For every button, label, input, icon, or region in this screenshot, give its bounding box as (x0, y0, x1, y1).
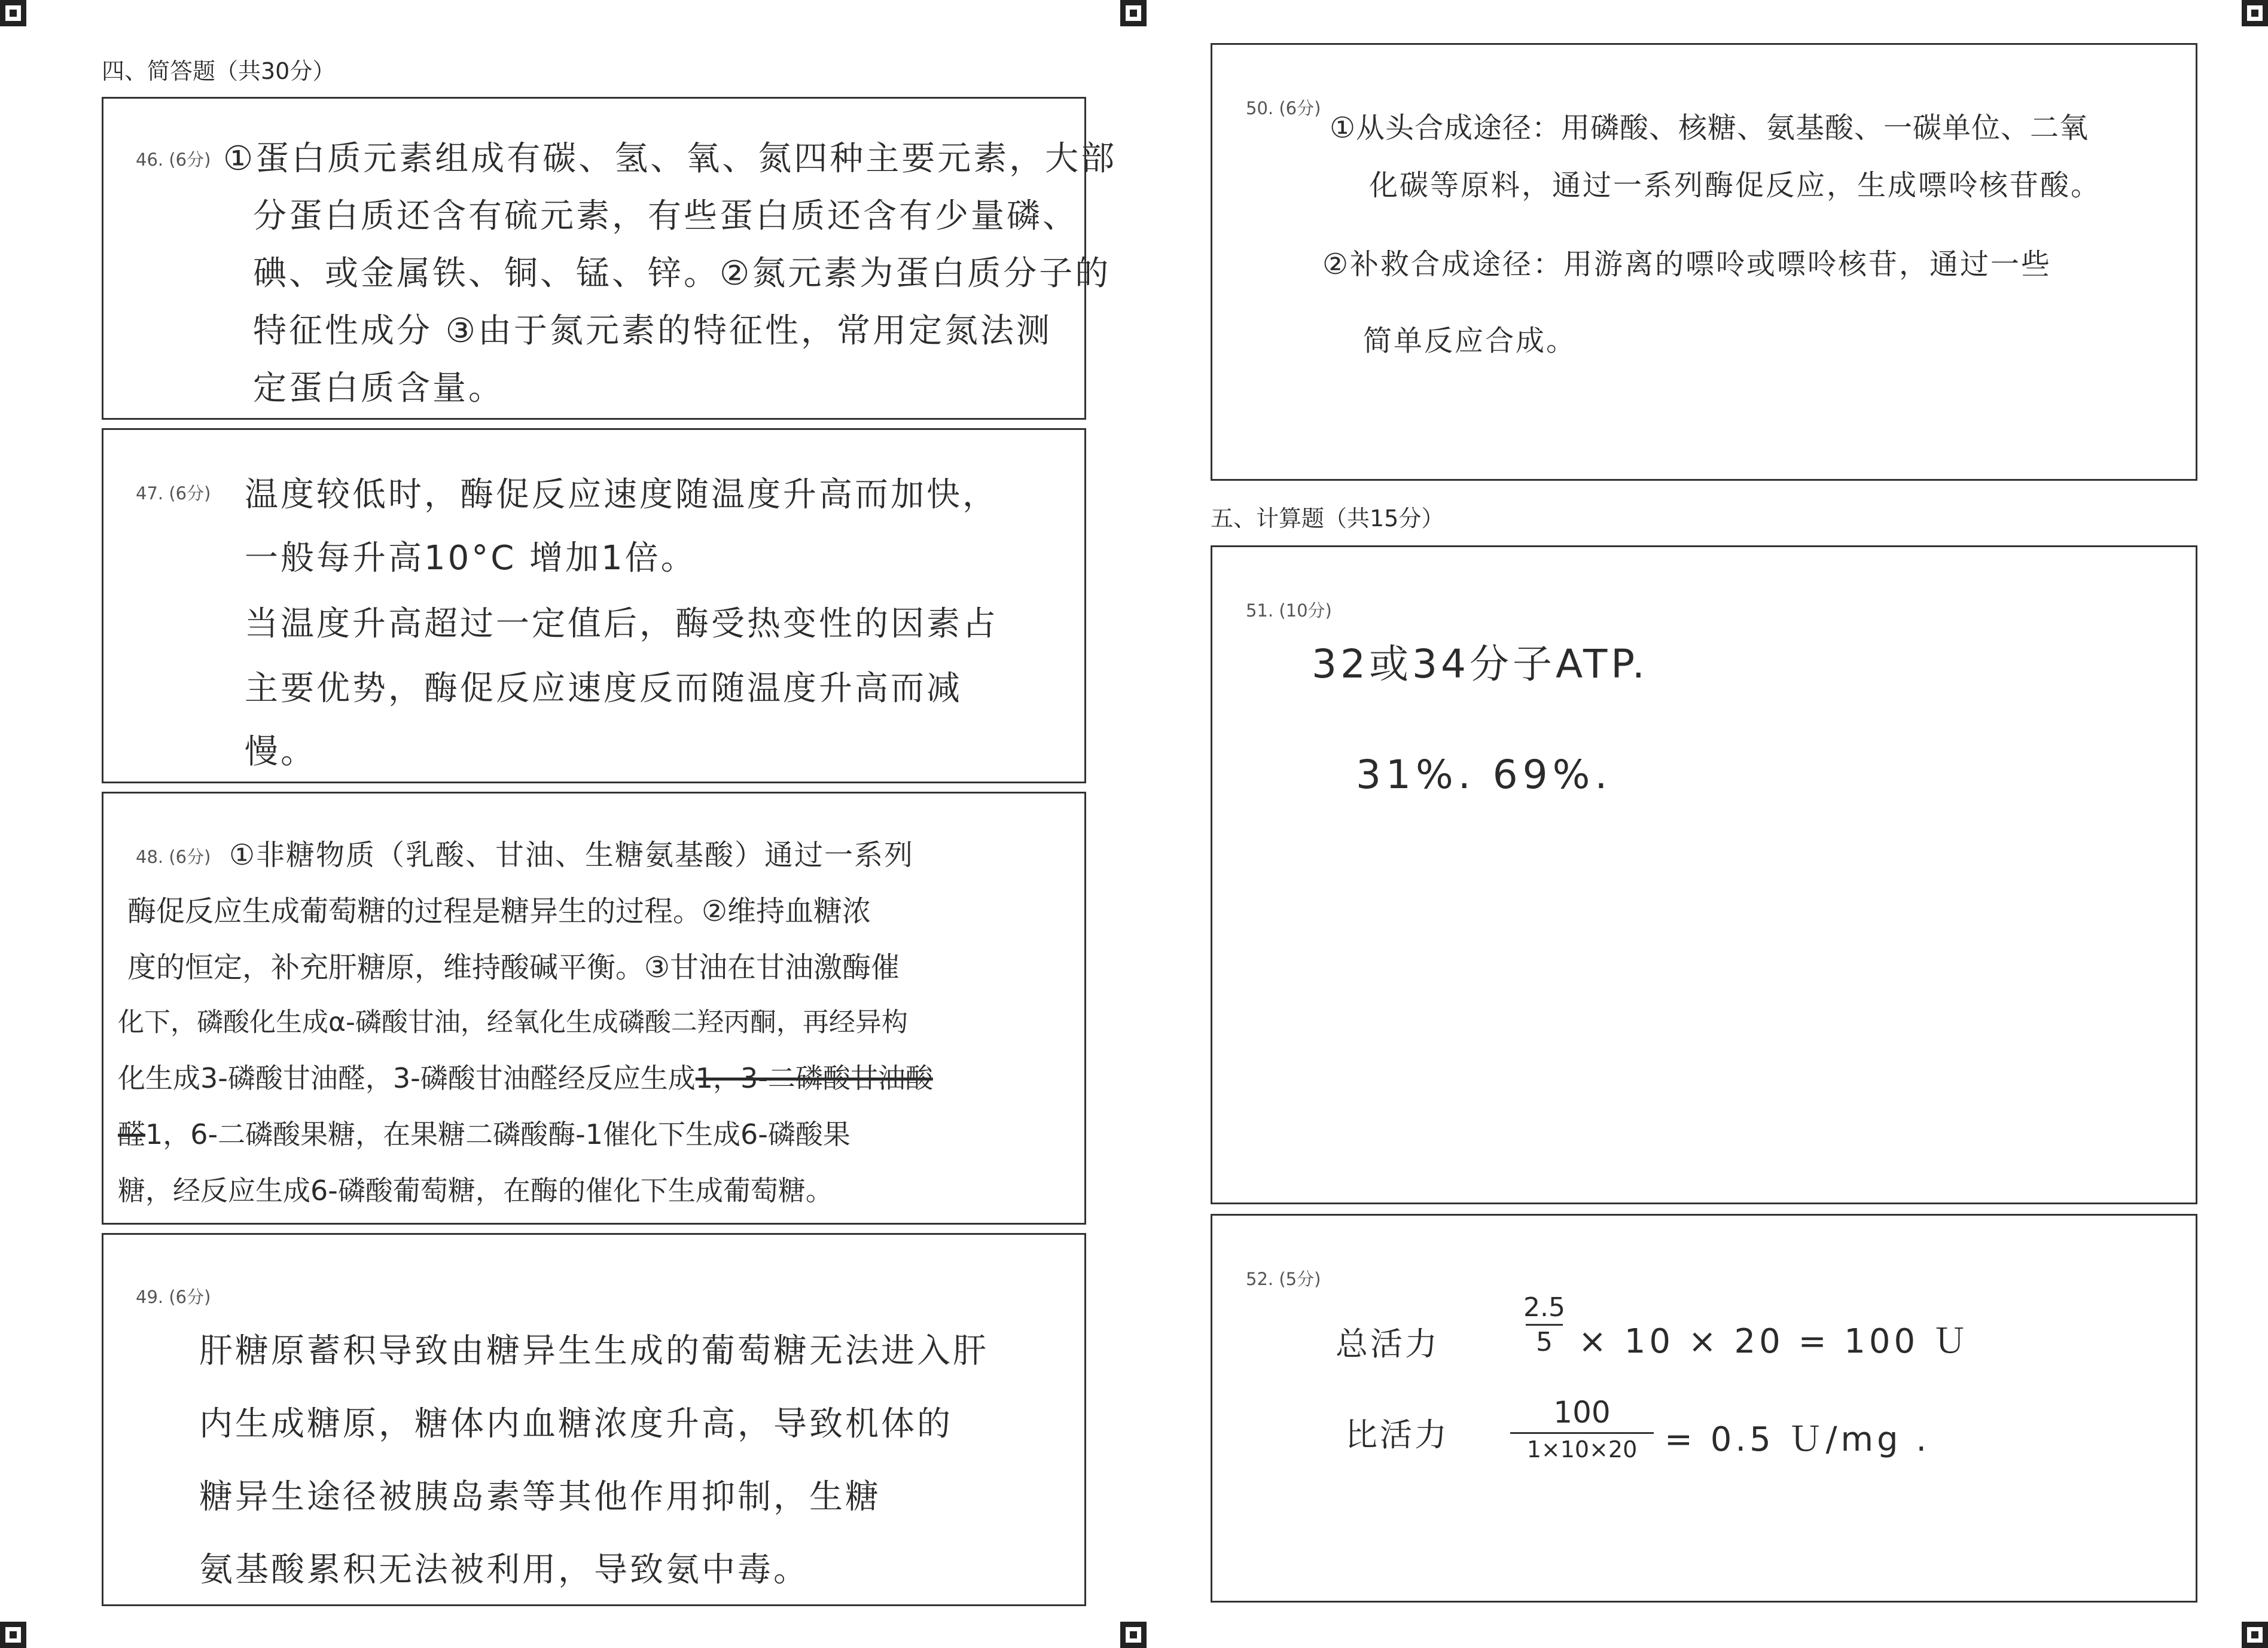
answer-line-text: 化生成3-磷酸甘油醛，3-磷酸甘油醛经反应生成 (118, 1062, 696, 1094)
answer-box-q46 (102, 97, 1117, 420)
answer-line: 特征性成分 ③由于氮元素的特征性，常用定氮法测 (253, 312, 1053, 350)
answer-line: 酶促反应生成葡萄糖的过程是糖异生的过程。②维持血糖浓 (127, 895, 871, 928)
answer-line: ①蛋白质元素组成有碳、氢、氧、氮四种主要元素，大部 (223, 139, 1117, 178)
specific-activity-label: 比活力 (1345, 1416, 1449, 1454)
section-four-title: 四、简答题（共30分） (102, 58, 336, 84)
struck-out-text: 醛 (118, 1118, 145, 1150)
question-label-q47: 47. (6分) (136, 483, 211, 503)
answer-line: 31%. 69%. (1356, 752, 1612, 798)
answer-box-q52 (1211, 1214, 2197, 1603)
question-label-q46: 46. (6分) (136, 149, 211, 170)
fraction-numerator: 2.5 (1523, 1292, 1565, 1323)
answer-line: 氨基酸累积无法被利用，导致氨中毒。 (199, 1551, 809, 1589)
fraction (1523, 1292, 1565, 1357)
answer-line: 温度较低时，酶促反应速度随温度升高而加快， (245, 475, 998, 514)
answer-line: 主要优势，酶促反应速度反而随温度升高而减 (245, 669, 962, 708)
fraction-denominator: 1×10×20 (1526, 1436, 1638, 1463)
registration-marker-bottom-center (1120, 1622, 1147, 1648)
answer-line: ①非糖物质（乳酸、甘油、生糖氨基酸）通过一系列 (229, 838, 914, 872)
answer-line-with-strikeout (118, 1057, 933, 1096)
answer-line: 化碳等原料，通过一系列酶促反应，生成嘌呤核苷酸。 (1369, 169, 2102, 202)
fraction-numerator: 100 (1553, 1395, 1611, 1430)
question-label-q51: 51. (10分) (1246, 600, 1332, 621)
fraction-denominator: 5 (1536, 1327, 1553, 1357)
answer-line: 碘、或金属铁、铜、锰、锌。②氮元素为蛋白质分子的 (253, 254, 1111, 293)
answer-line: 当温度升高超过一定值后，酶受热变性的因素占 (245, 605, 998, 643)
answer-line: 化下，磷酸化生成α-磷酸甘油，经氧化生成磷酸二羟丙酮，再经异构 (118, 1007, 908, 1037)
fraction (1510, 1395, 1654, 1463)
answer-line: 糖异生途径被胰岛素等其他作用抑制，生糖 (199, 1478, 881, 1516)
answer-line-text: 1，6-二磷酸果糖，在果糖二磷酸酶-1催化下生成6-磷酸果 (145, 1118, 850, 1150)
fraction-bar (1526, 1324, 1563, 1326)
registration-marker-bottom-right (2242, 1622, 2268, 1648)
answer-box-q50 (1211, 43, 2197, 481)
answer-box-q49 (102, 1233, 1086, 1606)
answer-line: 一般每升高10°C 增加1倍。 (245, 539, 697, 578)
answer-line: 糖，经反应生成6-磷酸葡萄糖，在酶的催化下生成葡萄糖。 (118, 1174, 833, 1207)
answer-line: 肝糖原蓄积导致由糖异生生成的葡萄糖无法进入肝 (199, 1332, 989, 1371)
question-label-q49: 49. (6分) (136, 1287, 211, 1307)
answer-line: 简单反应合成。 (1363, 324, 1577, 358)
total-activity-label: 总活力 (1336, 1325, 1440, 1363)
answer-line: 度的恒定，补充肝糖原，维持酸碱平衡。③甘油在甘油激酶催 (127, 951, 900, 984)
answer-line (118, 1113, 850, 1152)
total-activity-expression: × 10 × 20 = 100 Ｕ (1578, 1322, 1970, 1361)
answer-box-q47 (102, 428, 1086, 783)
registration-marker-top-center (1120, 0, 1147, 26)
question-label-q52: 52. (5分) (1246, 1269, 1321, 1289)
answer-line: 定蛋白质含量。 (253, 369, 504, 408)
answer-line: 32或34分子ATP. (1312, 641, 1648, 687)
registration-marker-top-left (0, 0, 26, 26)
answer-line: 内生成糖原，糖体内血糖浓度升高，导致机体的 (199, 1405, 953, 1443)
fraction-bar (1510, 1432, 1654, 1434)
registration-marker-bottom-left (0, 1622, 26, 1648)
struck-out-text: 1，3-二磷酸甘油酸 (695, 1062, 933, 1094)
section-five-title: 五、计算题（共15分） (1211, 505, 1444, 532)
answer-line: 慢。 (245, 733, 316, 771)
answer-line: 分蛋白质还含有硫元素，有些蛋白质还含有少量磷、 (253, 197, 1078, 236)
specific-activity-expression: = 0.5 Ｕ/mg . (1665, 1420, 1931, 1459)
question-label-q50: 50. (6分) (1246, 98, 1321, 118)
question-label-q48: 48. (6分) (136, 847, 211, 867)
answer-box-q48 (102, 792, 1086, 1225)
registration-marker-top-right (2242, 0, 2268, 26)
answer-box-q51 (1211, 545, 2197, 1204)
answer-line: ②补救合成途径：用游离的嘌呤或嘌呤核苷，通过一些 (1322, 248, 2052, 281)
answer-line: ①从头合成途径：用磷酸、核糖、氨基酸、一碳单位、二氧 (1330, 111, 2089, 145)
